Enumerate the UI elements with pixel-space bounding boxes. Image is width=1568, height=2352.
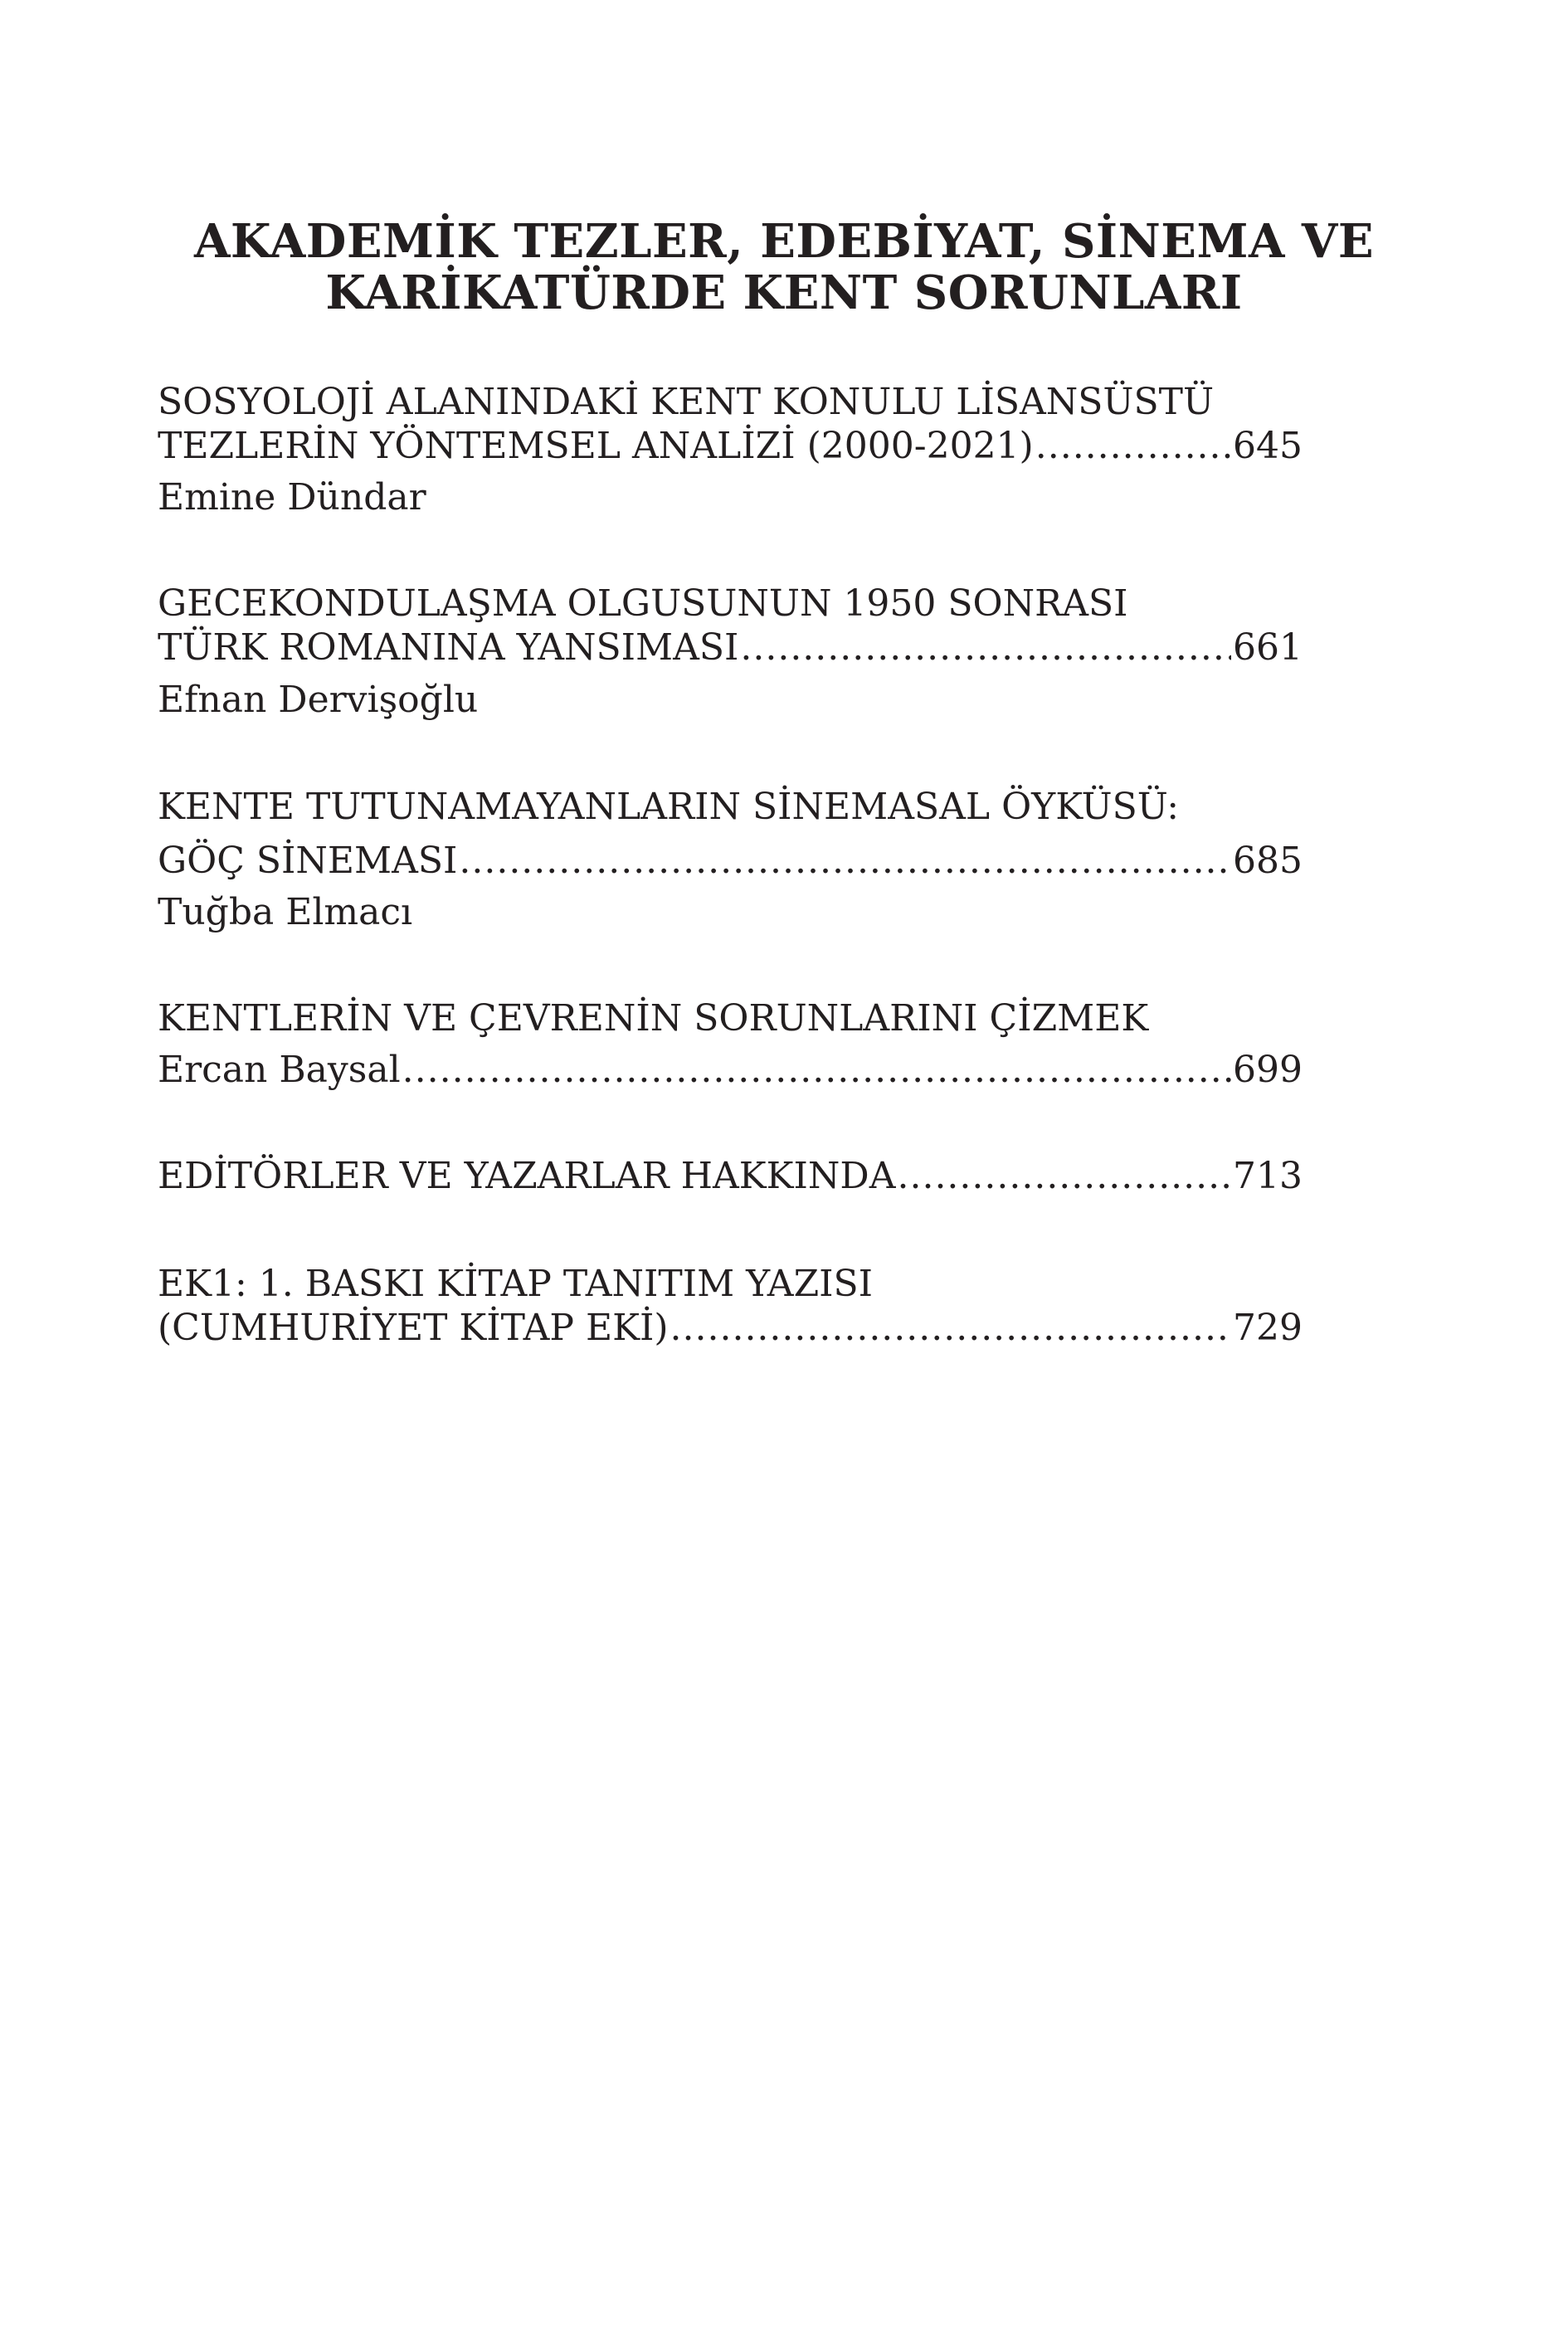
toc-entry-4-author-line[interactable] <box>158 1047 1303 1093</box>
toc-entry-1-author: Emine Dündar <box>158 476 426 519</box>
dot-leader <box>402 1047 1231 1093</box>
toc-entry-4-author: Ercan Baysal <box>158 1049 401 1091</box>
toc-entry-3-title-text: GÖÇ SİNEMASI <box>158 840 458 882</box>
dot-leader <box>670 1305 1231 1351</box>
toc-entry-2-author: Efnan Dervişoğlu <box>158 679 479 721</box>
toc-entry-1-title-line-2[interactable] <box>158 423 1303 470</box>
toc-entry-6-title-line-2[interactable] <box>158 1305 1303 1351</box>
toc-entry-2-title-text: TÜRK ROMANINA YANSIMASI <box>158 626 739 669</box>
toc-entry-3-author: Tuğba Elmacı <box>158 891 413 933</box>
toc-entry-2-title-line-1: GECEKONDULAŞMA OLGUSUNUN 1950 SONRASI <box>158 582 1128 625</box>
toc-entry-6-page-number: 729 <box>1233 1307 1303 1349</box>
section-title-line-2: KARİKATÜRDE KENT SORUNLARI <box>325 265 1243 320</box>
dot-leader <box>1035 423 1231 470</box>
toc-entry-3-title-line-2[interactable] <box>158 838 1303 884</box>
dot-leader <box>897 1153 1231 1200</box>
toc-entry-2-title-line-2[interactable] <box>158 625 1303 671</box>
toc-entry-3-title-line-1: KENTE TUTUNAMAYANLARIN SİNEMASAL ÖYKÜSÜ: <box>158 786 1180 828</box>
toc-entry-5-title-text: EDİTÖRLER VE YAZARLAR HAKKINDA <box>158 1155 896 1197</box>
toc-entry-3-page-number: 685 <box>1233 840 1303 882</box>
toc-entry-6-title-line-1: EK1: 1. BASKI KİTAP TANITIM YAZISI <box>158 1263 874 1305</box>
toc-entry-1-title-line-1: SOSYOLOJİ ALANINDAKİ KENT KONULU LİSANSÜSTÜ <box>158 381 1215 423</box>
toc-entry-1-page-number: 645 <box>1233 425 1303 467</box>
toc-entry-4-title-line-1: KENTLERİN VE ÇEVRENİN SORUNLARINI ÇİZMEK <box>158 997 1149 1040</box>
toc-entry-1-title-text: TEZLERİN YÖNTEMSEL ANALİZİ (2000-2021) <box>158 425 1034 467</box>
section-title-line-1: AKADEMİK TEZLER, EDEBİYAT, SİNEMA VE <box>193 214 1375 269</box>
toc-entry-4-page-number: 699 <box>1233 1049 1303 1091</box>
toc-entry-5-page-number: 713 <box>1233 1155 1303 1197</box>
dot-leader <box>740 625 1231 671</box>
dot-leader <box>459 838 1231 884</box>
toc-entry-5-title-line-1[interactable] <box>158 1153 1303 1200</box>
toc-entry-2-page-number: 661 <box>1233 626 1303 669</box>
toc-entry-6-title-text: (CUMHURİYET KİTAP EKİ) <box>158 1307 669 1349</box>
